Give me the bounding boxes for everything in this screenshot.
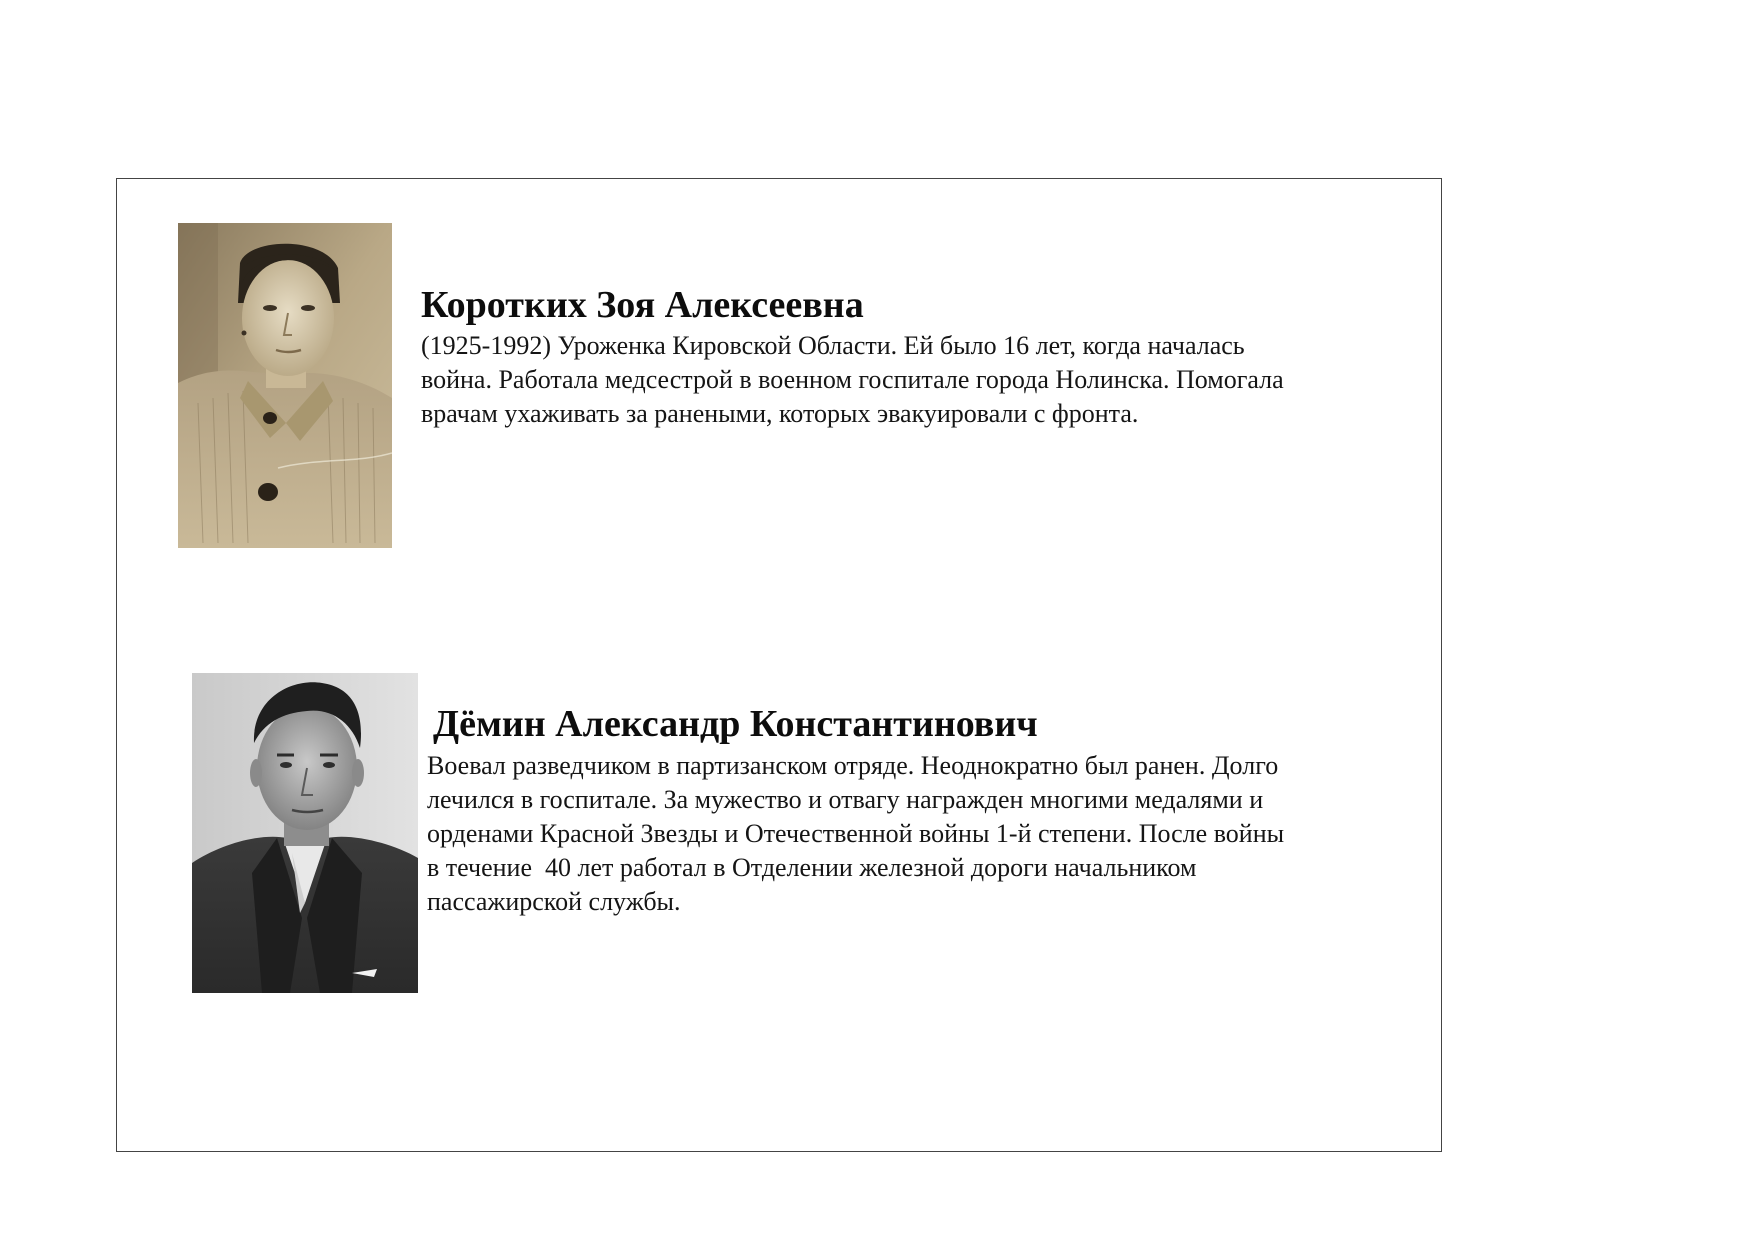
person-name-2: Дёмин Александр Константинович [433,703,1038,745]
portrait-photo-2 [192,673,418,993]
bio-line: орденами Красной Звезды и Отечественной войны 1-й степени. После войны [427,819,1285,848]
bio-line: в течение 40 лет работал в Отделении железной дороги начальником [427,853,1197,882]
person-name-1: Коротких Зоя Алексеевна [421,284,864,326]
bio-line: война. Работала медсестрой в военном госпитале города Нолинска. Помогала [421,365,1284,394]
bio-line: Воевал разведчиком в партизанском отряде. Неоднократно был ранен. Долго [427,751,1279,780]
bio-line: (1925-1992) Уроженка Кировской Области. Ей было 16 лет, когда началась [421,331,1245,360]
person-bio-2 [427,749,1427,919]
portrait-image-man [192,673,418,993]
portrait-photo-1 [178,223,392,548]
bio-line: пассажирской службы. [427,887,681,916]
person-bio-1 [421,329,1421,431]
bio-line: врачам ухаживать за ранеными, которых эвакуировали с фронта. [421,399,1139,428]
bio-line: лечился в госпитале. За мужество и отвагу награжден многими медалями и [427,785,1264,814]
portrait-image-woman [178,223,392,548]
